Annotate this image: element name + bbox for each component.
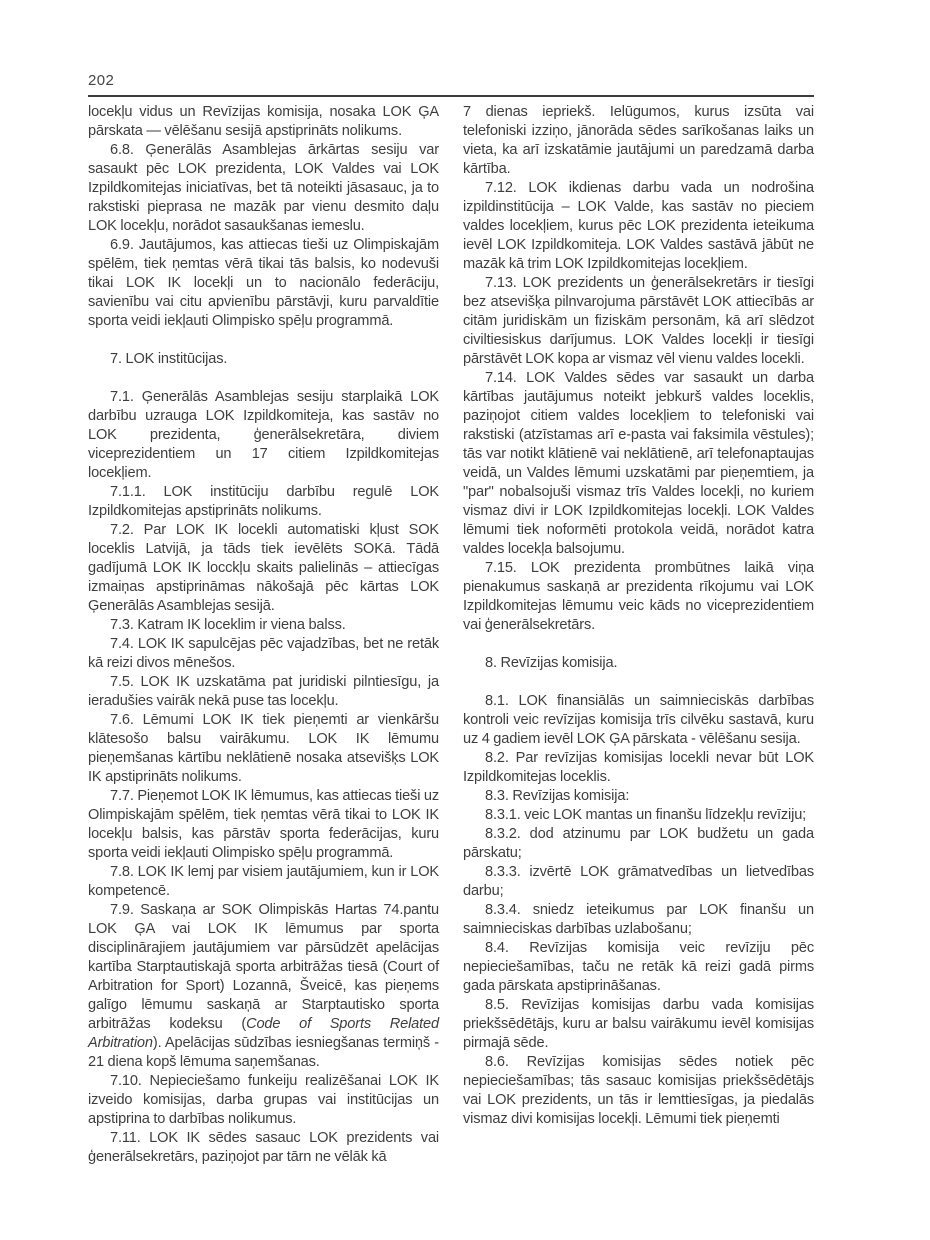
paragraph: 7.12. LOK ikdienas darbu vada un nodrošina izpildinstitūcija – LOK Valde, kas sastāv no pieciem valdes locekļiem, kurus pēc LOK prezidenta ieteikuma ievēl LOK Izpildkomiteja. LOK Valdes sastāvā jābūt ne mazāk kā trim LOK Izpildkomitejas locekļiem. xyxy=(463,180,814,272)
section-heading: 8. Revīzijas komisija. xyxy=(485,655,618,671)
paragraph: 7 dienas iepriekš. Ielūgumos, kurus izsūta vai telefoniski izziņo, jānorāda sēdes sarīkošanas laiks un vieta, ka arī izskatāmie jautājumi un paredzamā darba kārtība. xyxy=(463,104,814,177)
paragraph: 8.5. Revīzijas komisijas darbu vada komisijas priekšsēdētājs, kuru ar balsu vairākumu ievēl komisijas pirmajā sēde. xyxy=(463,997,814,1051)
header-rule xyxy=(88,95,814,97)
column-left xyxy=(88,103,439,1167)
paragraph: 7.3. Katram IK loceklim ir viena balss. xyxy=(110,617,346,633)
paragraph: 7.1. Ģenerālās Asamblejas sesiju starplaikā LOK darbību uzrauga LOK Izpildkomiteja, kas sastāv no LOK prezidenta, ģenerālsekretāra, diviem viceprezidentiem un 17 citiem Izpildkomitejas locekļiem. xyxy=(88,389,439,481)
paragraph: 8.6. Revīzijas komisijas sēdes notiek pēc nepieciešamības; tās sasauc komisijas priekšsēdētājs vai LOK prezidents, un tās ir lemttiesīgas, ja piedalās vismaz divi komisijas locekļi. Lēmumi tiek pieņemti xyxy=(463,1054,814,1127)
paragraph: 8.2. Par revīzijas komisijas locekli nevar būt LOK Izpildkomitejas loceklis. xyxy=(463,750,814,785)
paragraph: 7.10. Nepieciešamo funkeiju realizēšanai LOK IK izveido komisijas, darba grupas vai institūcijas un apstiprina to darbības nolikumus. xyxy=(88,1073,439,1127)
paragraph: 8.3.1. veic LOK mantas un finanšu līdzekļu revīziju; xyxy=(485,807,807,823)
paragraph: 7.7. Pieņemot LOK IK lēmumus, kas attiecas tieši uz Olimpiskajām spēlēm, tiek ņemtas vērā tikai to LOK IK locekļu balsis, kas pārstāv sporta federācijas, kuru sporta veidi iekļauti Olimpisko spēļu programmā. xyxy=(88,788,439,861)
paragraph: 7.15. LOK prezidenta prombūtnes laikā viņa pienakumus saskaņā ar prezidenta rīkojumu vai LOK Izpildkomitejas lēmumu veic kāds no viceprezidentiem vai ģenerālsekretārs. xyxy=(463,560,814,633)
section-heading: 7. LOK institūcijas. xyxy=(110,351,228,367)
page-number: 202 xyxy=(88,72,115,89)
paragraph: 8.3.2. dod atzinumu par LOK budžetu un gada pārskatu; xyxy=(463,826,814,861)
paragraph: 8.4. Revīzijas komisija veic revīziju pēc nepieciešamības, taču ne retāk kā reizi gadā pirms gada pārskata apstiprināšanas. xyxy=(463,940,814,994)
paragraph: 7.8. LOK IK lemj par visiem jautājumiem, kun ir LOK kompetencē. xyxy=(88,864,439,899)
paragraph: 8.3. Revīzijas komisija: xyxy=(485,788,630,804)
paragraph: 7.2. Par LOK IK locekli automatiski kļust SOK loceklis Latvijā, ja tāds tiek ievēlēts SOKā. Tādā gadījumā LOK IK locckļu skaits palielinās – attiecīgas izmaiņas apstiprināmas nākošajā pēc kārtas LOK Ģenerālās Asamblejas sesijā. xyxy=(88,522,439,614)
italic-text: Code of Sports Related Arbitration xyxy=(88,1016,439,1051)
paragraph: 6.9. Jautājumos, kas attiecas tieši uz Olimpiskajām spēlēm, tiek ņemtas vērā tikai tās balsis, ko nodevuši tikai LOK IK locekļi un to nacionālo federāciju, savienību vai citu apvienību pārstāvji, kuru parvaldītie sporta veidi iekļauti Olimpisko spēļu programmā. xyxy=(88,237,439,329)
paragraph: 7.6. Lēmumi LOK IK tiek pieņemti ar vienkāršu klātesošo balsu vairākumu. LOK IK lēmumu pieņemšanas kārtību neklātienē nosaka atsevišķs LOK IK apstiprināts nolikums. xyxy=(88,712,439,785)
paragraph: locekļu vidus un Revīzijas komisija, nosaka LOK ĢA pārskata — vēlēšanu sesijā apstiprināts nolikums. xyxy=(88,104,439,139)
paragraph: 7.14. LOK Valdes sēdes var sasaukt un darba kārtības jautājumus noteikt jebkurš valdes loceklis, paziņojot citiem valdes locekļiem to telefoniski vai rakstiski (atzīstamas arī e-pasta vai faksimila vēstules); tās var notikt klātienē vai neklātienē, arī telefonaptaujas veidā, un Valdes lēmumi uzskatāmi par pieņemtiem, ja "par" nobalsojuši vismaz trīs Valdes locekļi, no kuriem vismaz divi ir LOK Izpildkomitejas locekļi. LOK Valdes lēmumi tiek noformēti protokola veidā, norādot katra valdes locekļa balsojumu. xyxy=(463,370,814,557)
paragraph: 8.3.4. sniedz ieteikumus par LOK finanšu un saimnieciskas darbības uzlabošanu; xyxy=(463,902,814,937)
column-right xyxy=(463,103,814,1167)
paragraph: 8.1. LOK finansiālās un saimnieciskās darbības kontroli veic revīzijas komisija trīs cilvēku sastavā, kuru uz 4 gadiem ievēl LOK ĢA pārskata - vēlēšanu sesija. xyxy=(463,693,814,747)
paragraph: 7.4. LOK IK sapulcējas pēc vajadzības, bet ne retāk kā reizi divos mēnešos. xyxy=(88,636,439,671)
text-columns xyxy=(88,103,814,1167)
paragraph: 6.8. Ģenerālās Asamblejas ārkārtas sesiju var sasaukt pēc LOK prezidenta, LOK Valdes vai LOK Izpildkomitejas iniciatīvas, bet tā noteikti jāsasauc, ja to rakstiski pieprasa ne mazāk par vienu desmito daļu LOK locekļu, norādot sasaukšanas iemeslu. xyxy=(88,142,439,234)
paragraph: 7.5. LOK IK uzskatāma pat juridiski pilntiesīgu, ja ieradušies vairāk nekā puse tas locekļu. xyxy=(88,674,439,709)
paragraph: 8.3.3. izvērtē LOK grāmatvedības un lietvedības darbu; xyxy=(463,864,814,899)
paragraph: 7.9. Saskaņa ar SOK Olimpiskās Hartas 74.pantu LOK ĢA vai LOK IK lēmumus par sporta disciplinārajiem jautājumiem var pārsūdzēt apelācijas kartība Starptautiskajā sporta arbitrāžas tiesā (Court of Arbitration for Sport) Lozannā, Šveicē, kas pieņems galīgo lēmumu saskaņā ar Starptautisko sporta arbitrāžas kodeksu (Code of Sports Related Arbitration). Apelācijas sūdzības iesniegšanas termiņš - 21 diena kopš lēmuma saņemšanas. xyxy=(88,902,439,1070)
document-page xyxy=(88,72,814,1167)
page-header xyxy=(88,72,814,95)
paragraph: 7.13. LOK prezidents un ģenerālsekretārs ir tiesīgi bez atsevišķa pilnvarojuma pārstāvēt LOK attiecībās ar citām juridiskām un fiziskām personām, kā arī slēdzot civiltiesiskus darījumus. LOK Valdes locekļi ir tiesīgi pārstāvēt LOK kopa ar vismaz vēl vienu valdes locekli. xyxy=(463,275,814,367)
paragraph: 7.1.1. LOK institūciju darbību regulē LOK Izpildkomitejas apstiprināts nolikums. xyxy=(88,484,439,519)
paragraph: 7.11. LOK IK sēdes sasauc LOK prezidents vai ģenerālsekretārs, paziņojot par tārn ne vēlāk kā xyxy=(88,1130,439,1165)
